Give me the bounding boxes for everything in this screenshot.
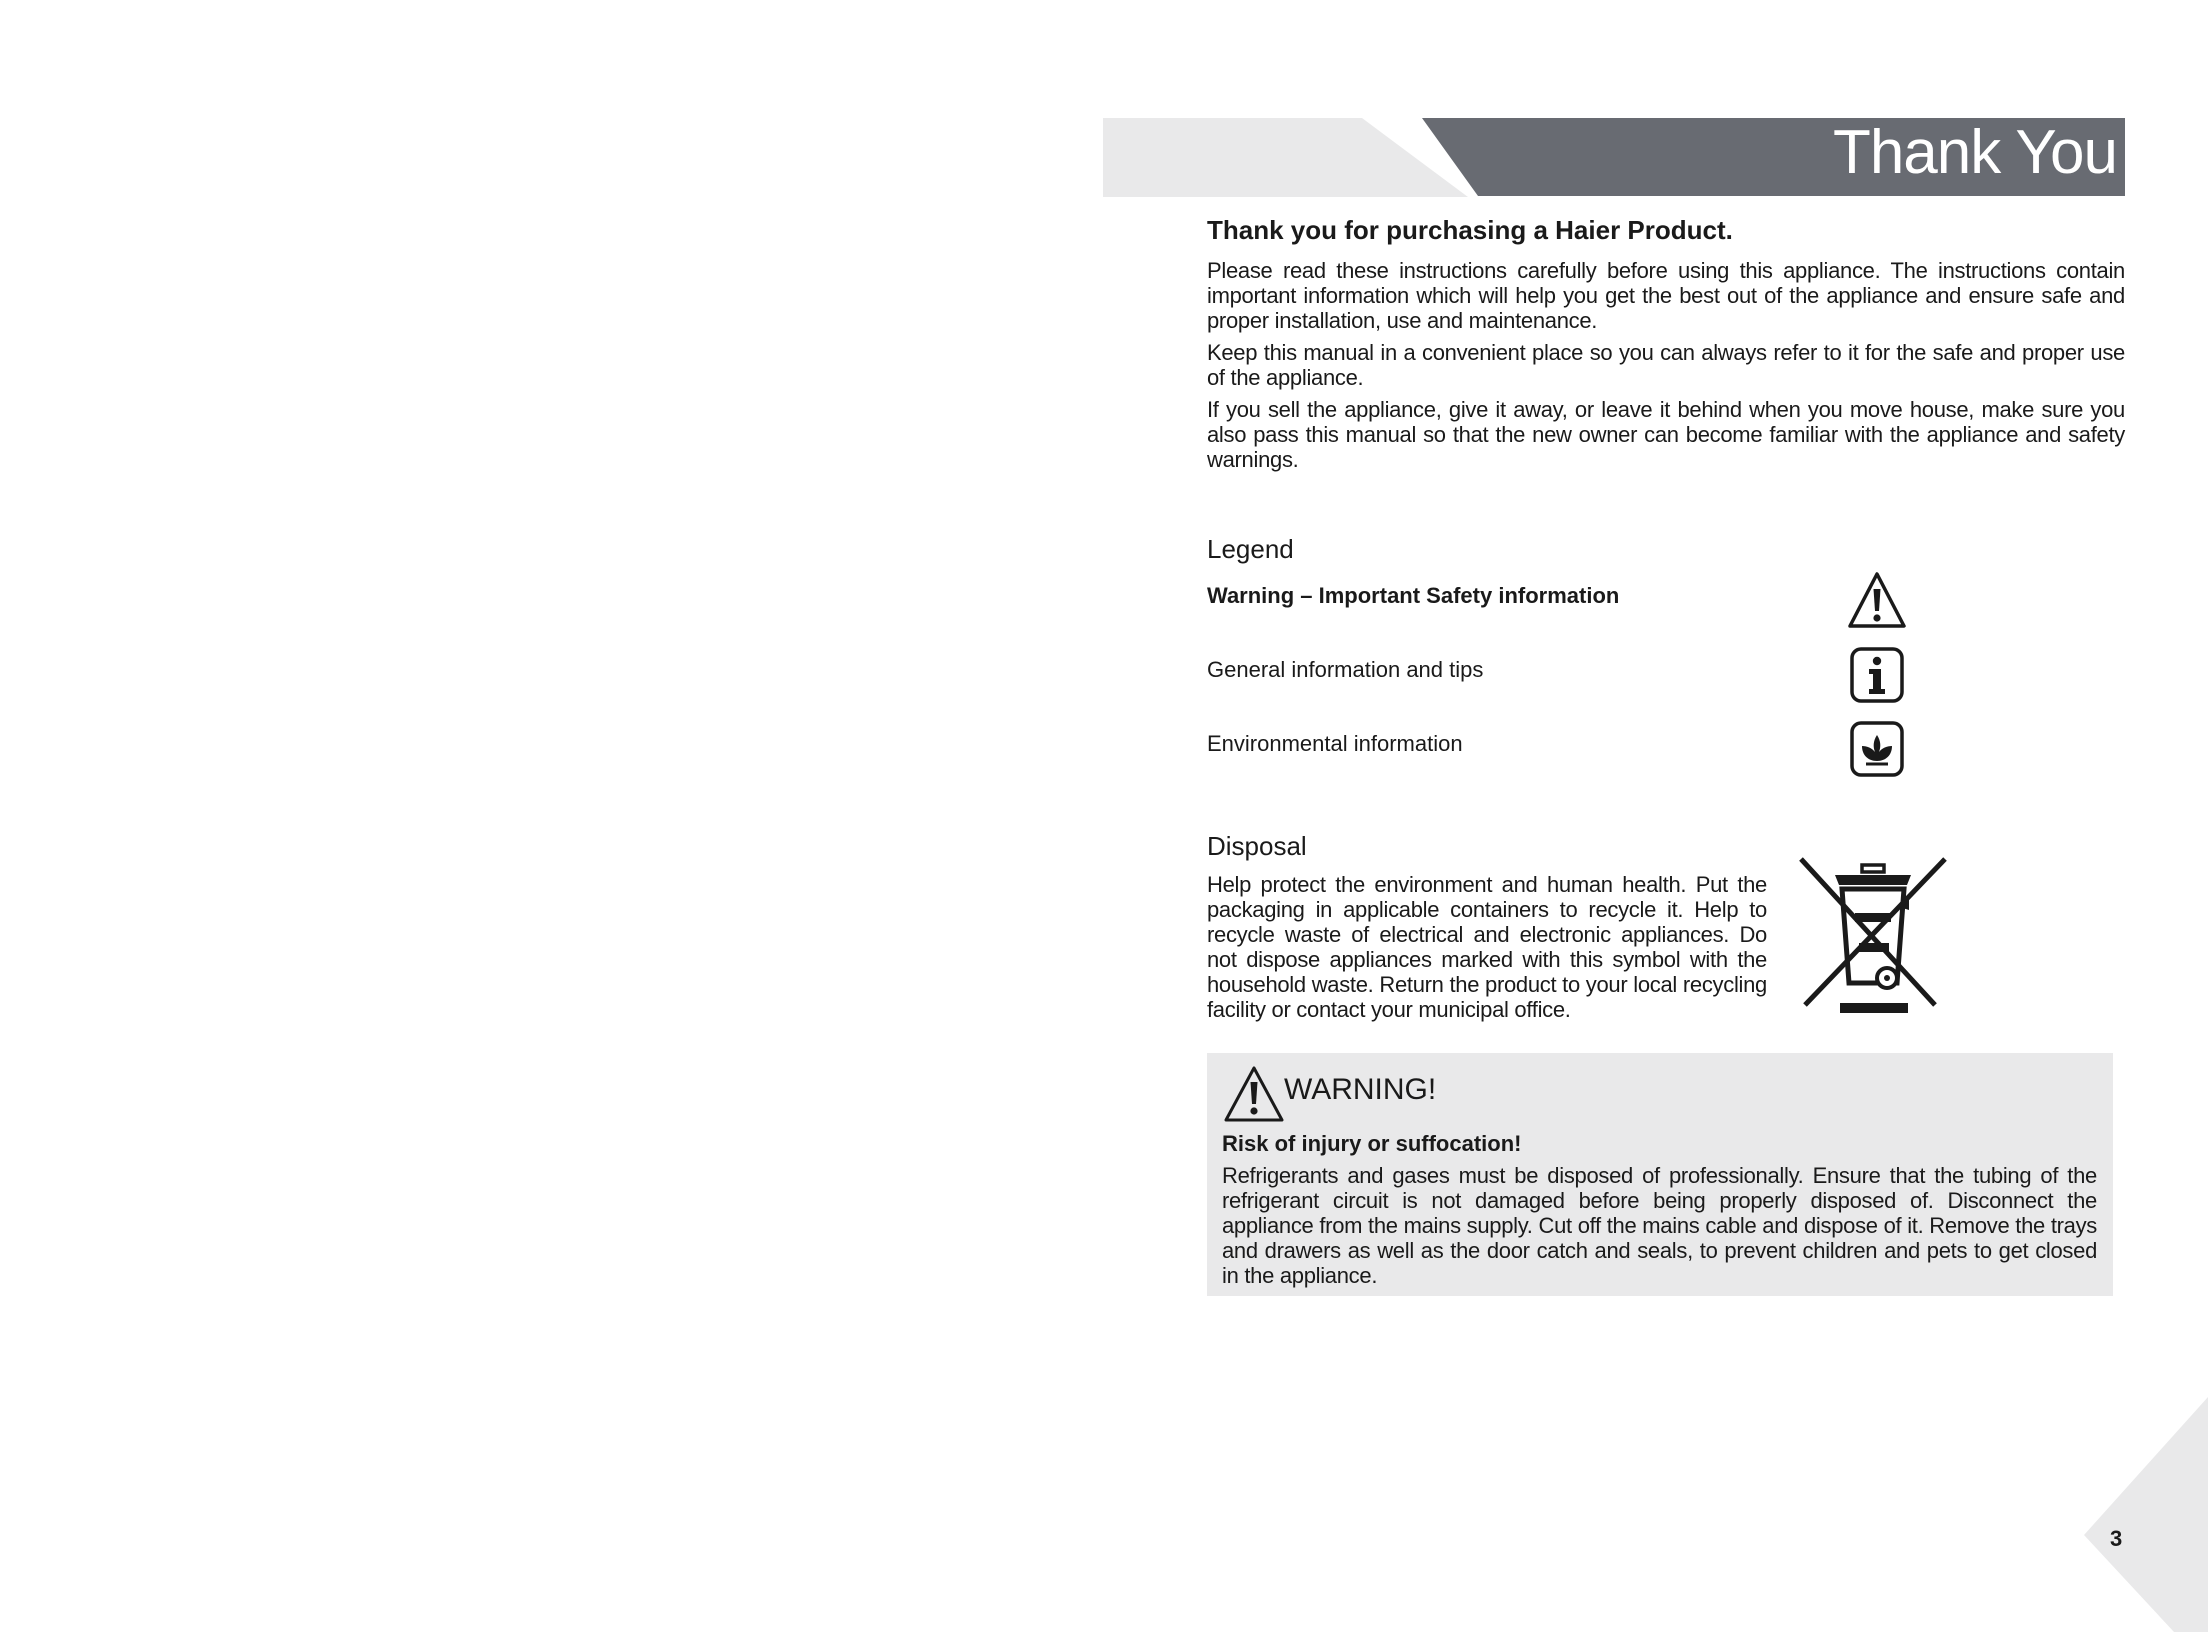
header-light-band (1103, 118, 1468, 197)
warning-box (1207, 1053, 2113, 1296)
page-number: 3 (2110, 1526, 2123, 1551)
warning-subtitle: Risk of injury or suffocation! (1222, 1131, 1522, 1156)
intro-heading: Thank you for purchasing a Haier Product. (1207, 215, 1733, 245)
legend-heading: Legend (1207, 534, 1294, 564)
environment-icon (1847, 719, 1907, 779)
disposal-heading: Disposal (1207, 831, 1307, 861)
warning-title: WARNING! (1284, 1073, 1437, 1106)
page-title: Thank You (1832, 118, 2117, 187)
warning-triangle-icon (1223, 1065, 1285, 1123)
info-icon (1847, 645, 1907, 705)
legend-item (1207, 731, 1997, 791)
corner-decoration (2074, 1397, 2208, 1632)
legend-item-label: General information and tips (1207, 657, 1484, 682)
legend-item (1207, 657, 1997, 717)
crossed-out-bin-icon (1797, 855, 1949, 1017)
intro-paragraph: Please read these instructions carefully before using this appliance. The instructions contain important information which will help you get the best out of the appliance and ensure safe and proper installation, use and maintenance. (1207, 258, 2125, 333)
legend-item-label: Warning – Important Safety information (1207, 583, 1620, 608)
legend-item-label: Environmental information (1207, 731, 1463, 756)
warning-body: Refrigerants and gases must be disposed of professionally. Ensure that the tubing of the refrigerant circuit is not damaged before being properly disposed of. Disconnect the appliance from the mains supply. Cut off the mains cable and dispose of it. Remove the trays and drawers as well as the door catch and seals, to prevent children and pets to get closed in the appliance. (1222, 1163, 2097, 1288)
intro-paragraph: If you sell the appliance, give it away, or leave it behind when you move house, make sure you also pass this manual so that the new owner can become familiar with the appliance and safety warnings. (1207, 397, 2125, 472)
legend-item (1207, 583, 1997, 643)
intro-paragraph: Keep this manual in a convenient place so you can always refer to it for the safe and proper use of the appliance. (1207, 340, 2125, 390)
warning-triangle-icon (1847, 571, 1907, 631)
disposal-text: Help protect the environment and human health. Put the packaging in applicable containers to recycle it. Help to recycle waste of electrical and electronic appliances. Do not dispose appliances marked with this symbol with the household waste. Return the product to your local recycling facility or contact your municipal office. (1207, 872, 1767, 1022)
